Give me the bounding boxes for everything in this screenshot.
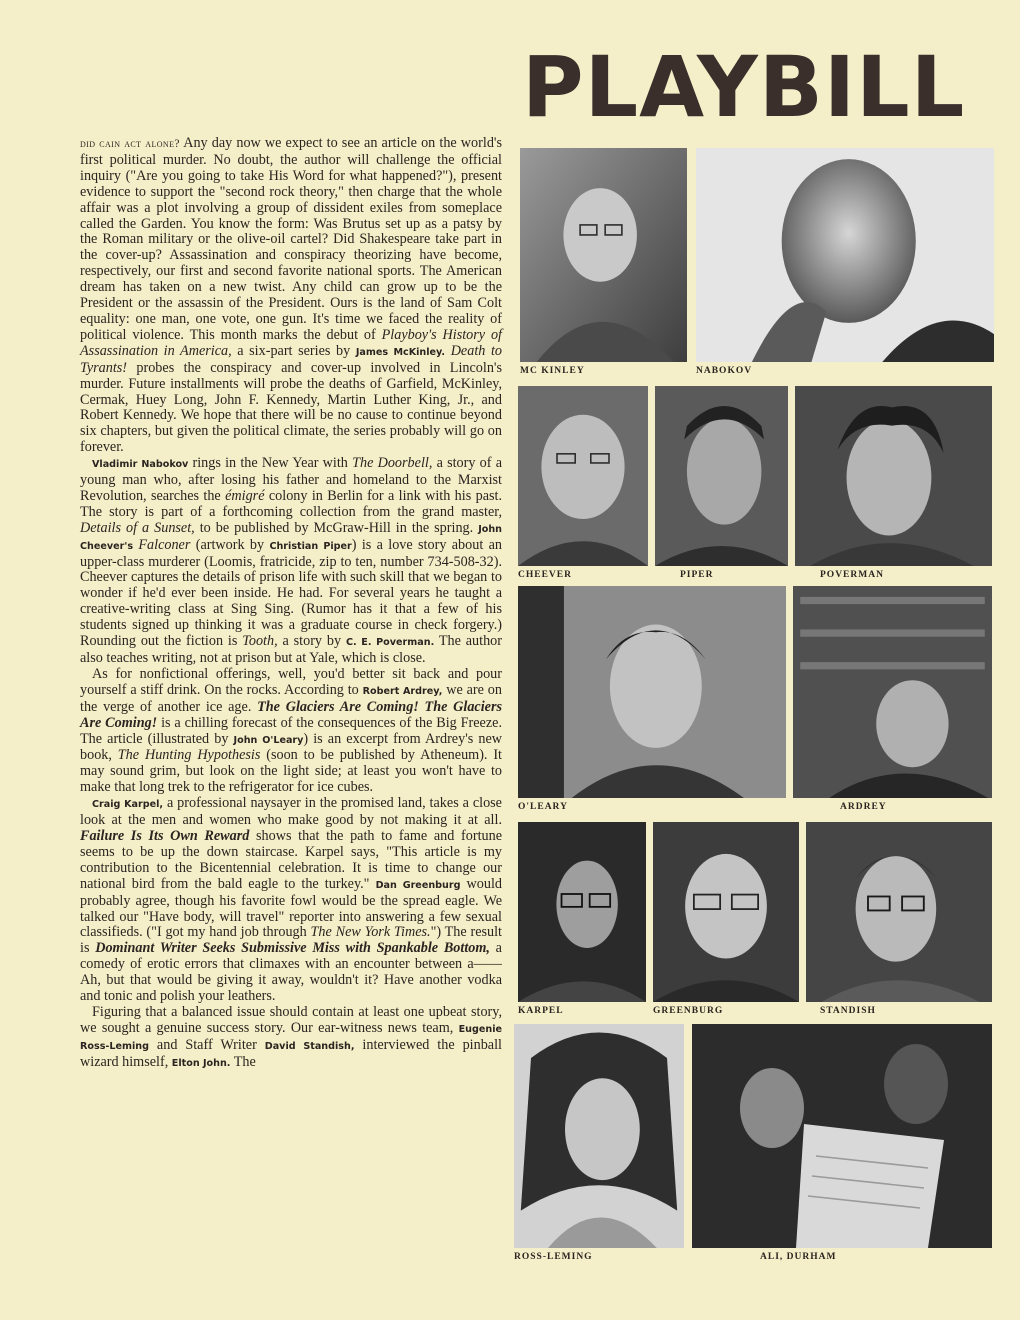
caption-poverman: POVERMAN	[820, 570, 884, 580]
author-name: John O'Leary	[233, 734, 304, 746]
caption-mckinley: MC KINLEY	[520, 366, 585, 376]
author-name: C. E. Poverman.	[345, 637, 435, 649]
author-name: Elton John.	[171, 1057, 231, 1069]
caption-greenburg: GREENBURG	[653, 1006, 724, 1016]
photo-cheever	[518, 386, 648, 566]
page-title: PLAYBILL	[522, 38, 966, 136]
author-name: John Cheever's	[80, 523, 503, 552]
photo-mckinley	[520, 148, 687, 362]
author-name: James McKinley.	[355, 346, 446, 358]
author-name: Christian Piper	[269, 540, 352, 552]
article-paragraph: As for nonfictional offerings, well, you'd better sit back and pour yourself a stiff drink. On the rocks. According to Robert Ardrey, we are on the verge of another ice age. The Glaciers Are Coming! The Glaciers Are Coming! is a chilling forecast of the consequences of the Big Freeze. The article (illustrated by John O'Leary) is an excerpt from Ardrey's new book, The Hunting Hypothesis (soon to be published by Atheneum). It may sound grim, but look on the light side; at least you won't have to make that long trek to the refrigerator for ice cubes.	[80, 665, 502, 796]
article-paragraph: Figuring that a balanced issue should contain at least one upbeat story, we sought a genuine success story. Our ear-witness news team, Eugenie Ross-Leming and Staff Writer David Standish, interviewed the pinball wizard himself, Elton John. The	[80, 1003, 502, 1070]
photo-nabokov	[696, 148, 994, 362]
author-name: Eugenie Ross-Leming	[80, 1023, 502, 1052]
article-paragraph: did cain act alone? Any day now we expect to see an article on the world's first political murder. No doubt, the author will challenge the official inquiry ("Are you going to take His Word for what happened?"), present evidence to support the "second rock theory," then charge that the whole affair was a plot involving a group of dissident exiles from someplace called the Garden. You know the form: Was Brutus set up as a patsy by the Roman military or the olive-oil cartel? Did Shakespeare take part in the cover-up? Assassination and conspiracy theorizing have become, respectively, our first and second favorite national sports. The American dream has taken on a new twist. Any child can grow up to be the President or the assassin of the President. Ours is the land of Sam Colt equality: one man, one vote, one gun. It's time we faced the reality of political violence. This month marks the debut of Playboy's History of Assassination in America, a six-part series by James McKinley. Death to Tyrants! probes the conspiracy and cover-up involved in Lincoln's murder. Future installments will probe the deaths of Garfield, McKinley, Cermak, Huey Long, John F. Kennedy, Martin Luther King, Jr., and Robert Kennedy. We hope that there will be no cause to continue beyond six chapters, but given the political climate, the series probably will go on forever.	[80, 135, 502, 456]
photo-oleary	[518, 586, 786, 798]
photo-ardrey	[793, 586, 992, 798]
author-name: Vladimir Nabokov	[92, 459, 189, 471]
photo-poverman	[795, 386, 992, 566]
caption-ali-durham: ALI, DURHAM	[760, 1252, 837, 1262]
photo-standish	[806, 822, 992, 1002]
caption-karpel: KARPEL	[518, 1006, 564, 1016]
caption-oleary: O'LEARY	[518, 802, 568, 812]
author-name: Robert Ardrey,	[362, 685, 443, 697]
photo-ali-durham	[692, 1024, 992, 1248]
photo-piper	[655, 386, 788, 566]
photo-rossleming	[514, 1024, 684, 1248]
caption-cheever: CHEEVER	[518, 570, 572, 580]
lead-in: did cain act alone?	[80, 138, 180, 150]
author-name: Dan Greenburg	[375, 879, 461, 891]
caption-ardrey: ARDREY	[840, 802, 887, 812]
article-paragraph: Vladimir Nabokov rings in the New Year with The Doorbell, a story of a young man who, after losing his father and homeland to the Marxist Revolution, searches the émigré colony in Berlin for a link with his past. The story is part of a forthcoming collection from the grand master, Details of a Sunset, to be published by McGraw-Hill in the spring. John Cheever's Falconer (artwork by Christian Piper) is a love story about an upper-class murderer (Loomis, fratricide, zip to ten, number 734-508-32). Cheever captures the details of prison life with such skill that we began to wonder if he'd ever been inside. He had. For several years he taught a creative-writing class at Sing Sing. (Rumor has it that a few of his students signed up thinking it was a graduate course in check forgery.) Rounding out the fiction is Tooth, a story by C. E. Poverman. The author also teaches writing, not at prison but at Yale, which is close.	[80, 455, 503, 666]
caption-piper: PIPER	[680, 570, 714, 580]
author-name: Craig Karpel,	[92, 799, 164, 811]
author-name: David Standish,	[264, 1040, 355, 1052]
article-column	[80, 136, 502, 1072]
photo-greenburg	[653, 822, 799, 1002]
caption-standish: STANDISH	[820, 1006, 876, 1016]
caption-nabokov: NABOKOV	[696, 366, 753, 376]
article-paragraph: Craig Karpel, a professional naysayer in the promised land, takes a close look at the men and women who make good by not making it at all. Failure Is Its Own Reward shows that the path to fame and fortune seems to be up the down staircase. Karpel says, "This article is my contribution to the Bicentennial celebration. It is time to change our national bird from the bald eagle to the turkey." Dan Greenburg would probably agree, though his favorite fowl would be the spread eagle. We talked our "Have body, will travel" reporter into answering a few sexual classifieds. ("I got my hand job through The New York Times.") The result is Dominant Writer Seeks Submissive Miss with Spankable Bottom, a comedy of erotic errors that climaxes with an encounter between a—— Ah, but that would be giving it away, wouldn't it? Have another vodka and tonic and polish your leathers.	[80, 795, 502, 1005]
photo-karpel	[518, 822, 646, 1002]
caption-rossleming: ROSS-LEMING	[514, 1252, 593, 1262]
